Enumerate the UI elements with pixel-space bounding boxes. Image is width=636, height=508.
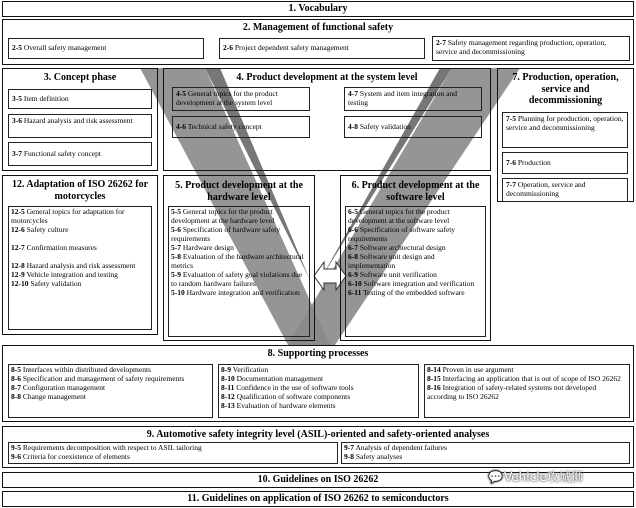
item-8-16: 8-16 Integration of safety-related systems not developed according to ISO 26262 xyxy=(427,383,597,401)
supporting-processes-title: 8. Supporting processes xyxy=(267,348,369,359)
item-9-8: 9-8 Safety analyses xyxy=(344,452,403,461)
vocabulary-title: 1. Vocabulary xyxy=(288,3,348,14)
item-8-8: 8-8 Change management xyxy=(11,392,86,401)
item-12-9: 12-9 Vehicle integration and testing xyxy=(11,270,118,279)
asil-col1 xyxy=(8,442,338,464)
production-title: 7. Production, operation, service and decommissioning xyxy=(512,72,619,106)
item-3-6: 3-6 Hazard analysis and risk assessment xyxy=(8,114,152,138)
item-12-7: 12-7 Confirmation measures xyxy=(11,243,97,252)
item-8-12: 8-12 Qualification of software components xyxy=(221,392,351,401)
item-6-5: 6-5 General topics for the product development at the software level xyxy=(348,207,450,225)
chat-bubble-icon: 💬 xyxy=(488,470,503,484)
item-8-9: 8-9 Verification xyxy=(221,365,269,374)
item-6-10: 6-10 Software integration and verification xyxy=(348,279,475,288)
management-title: 2. Management of functional safety xyxy=(242,22,394,33)
item-6-7: 6-7 Software archtectural design xyxy=(348,243,446,252)
item-12-5: 12-5 General topics for adaptation for motorcycles xyxy=(11,207,125,225)
vocabulary-box xyxy=(2,1,634,17)
motorcycles-list xyxy=(8,206,152,330)
item-12-8: 12-8 Hazard analysis and risk assessment xyxy=(11,261,136,270)
item-9-6: 9-6 Criteria for coexistence of elements xyxy=(11,452,130,461)
item-8-5: 8-5 Interfaces within distributed developments xyxy=(11,365,151,374)
semiconductors-box xyxy=(2,491,634,507)
supporting-col1 xyxy=(8,364,213,418)
item-5-6: 5-6 Specification of hardware safety requirements xyxy=(171,225,281,243)
item-6-8: 6-8 Software unit design and implementation xyxy=(348,252,435,270)
software-title: 6. Product development at the software level xyxy=(351,180,480,203)
watermark: 💬Vehicle攻城狮 xyxy=(488,470,583,484)
item-9-7: 9-7 Analysis of dependent failures xyxy=(344,443,447,452)
item-4-7: 4-7 System and item integration and testing xyxy=(344,87,482,111)
item-6-9: 6-9 Software unit verification xyxy=(348,270,437,279)
hardware-list xyxy=(168,206,310,337)
item-4-6: 4-6 Technical safety concept xyxy=(172,116,310,138)
hardware-title: 5. Product development at the hardware level xyxy=(175,180,303,203)
item-4-5: 4-5 General topics for the product development at the system level xyxy=(172,87,310,111)
item-2-5: 2-5 Overall safety management xyxy=(8,38,204,59)
item-5-8: 5-8 Evaluation of the hardware architectural metrics xyxy=(171,252,304,270)
item-2-6: 2-6 Project dependent safety management xyxy=(219,38,425,59)
motorcycles-title: 12. Adaptation of ISO 26262 for motorcycles xyxy=(11,179,149,202)
item-3-7: 3-7 Functional safety concept xyxy=(8,142,152,166)
software-list xyxy=(345,206,486,337)
asil-title: 9. Automotive safety integrity level (ASIL)-oriented and safety-oriented analyses xyxy=(146,429,490,440)
item-7-7: 7-7 Operation, service and decommissioning xyxy=(502,178,628,202)
item-12-10: 12-10 Safety validation xyxy=(11,279,82,288)
item-6-11: 6-11 Testing of the embedded software xyxy=(348,288,465,297)
concept-phase-title: 3. Concept phase xyxy=(43,72,117,83)
item-8-7: 8-7 Configuration management xyxy=(11,383,106,392)
asil-col2 xyxy=(341,442,630,464)
item-3-5: 3-5 Item definition xyxy=(8,89,152,109)
supporting-col3 xyxy=(424,364,630,418)
guidelines-title: 10. Guidelines on ISO 26262 xyxy=(257,474,379,485)
item-8-15: 8-15 Interfacing an application that is out of scope of ISO 26262 xyxy=(427,374,621,383)
item-5-9: 5-9 Evaluation of safety goal violations due to random hardware failures xyxy=(171,270,303,288)
item-8-11: 8-11 Confidence in the use of software tools xyxy=(221,383,354,392)
item-8-6: 8-6 Specification and management of safety requirements xyxy=(11,374,185,383)
item-8-14: 8-14 Proven in use argument xyxy=(427,365,514,374)
system-level-title: 4. Product development at the system level xyxy=(236,72,418,83)
item-9-5: 9-5 Requirements decomposition with respect to ASIL tailoring xyxy=(11,443,202,452)
item-5-7: 5-7 Hardware design xyxy=(171,243,234,252)
item-4-8: 4-8 Safety validation xyxy=(344,116,482,138)
item-12-6: 12-6 Safety culture xyxy=(11,225,69,234)
semiconductors-title: 11. Guidelines on application of ISO 26262 to semiconductors xyxy=(187,493,449,504)
item-8-13: 8-13 Evaluation of hardware elements xyxy=(221,401,336,410)
item-7-5: 7-5 Planning for production, operation, service and decommissioning xyxy=(502,112,628,148)
item-5-5: 5-5 General topics for the product development at the hardware level xyxy=(171,207,275,225)
item-5-10: 5-10 Hardware integration and verification xyxy=(171,288,300,297)
item-7-6: 7-6 Production xyxy=(502,152,628,174)
supporting-col2 xyxy=(218,364,419,418)
item-2-7: 2-7 Safety management regarding production, operation, service and decommissioning xyxy=(432,36,630,61)
item-6-6: 6-6 Specification of software safety requirements xyxy=(348,225,456,243)
item-8-10: 8-10 Documentation management xyxy=(221,374,324,383)
